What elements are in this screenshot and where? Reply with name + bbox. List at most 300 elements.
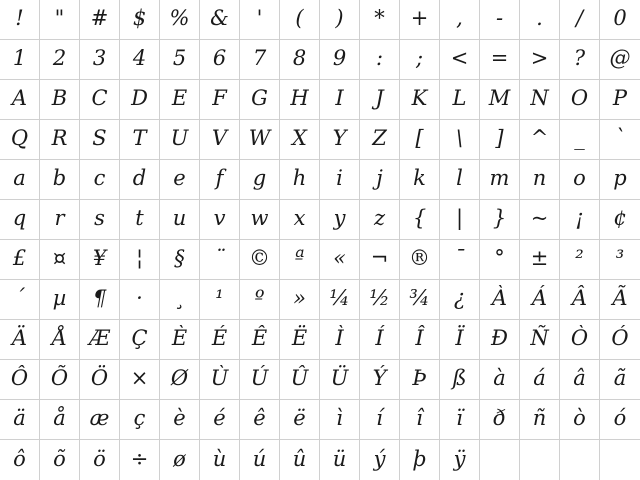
glyph-cell[interactable] <box>560 280 600 320</box>
glyph-cell[interactable] <box>600 240 640 280</box>
glyph: j <box>376 166 383 190</box>
glyph-cell[interactable] <box>120 440 160 480</box>
glyph-cell[interactable] <box>360 160 400 200</box>
glyph-cell[interactable] <box>520 440 560 480</box>
glyph-cell[interactable] <box>400 0 440 40</box>
glyph-cell[interactable] <box>200 160 240 200</box>
glyph-cell[interactable] <box>0 80 40 120</box>
glyph-cell[interactable] <box>480 360 520 400</box>
glyph: î <box>416 406 423 430</box>
glyph-cell[interactable] <box>480 320 520 360</box>
glyph-cell[interactable] <box>120 120 160 160</box>
glyph: m <box>489 166 510 190</box>
glyph-cell[interactable] <box>560 320 600 360</box>
glyph: e <box>173 166 186 190</box>
glyph-cell[interactable] <box>120 240 160 280</box>
glyph-cell[interactable] <box>120 80 160 120</box>
glyph-cell[interactable] <box>600 0 640 40</box>
glyph: y <box>333 206 346 230</box>
glyph-cell[interactable] <box>240 160 280 200</box>
glyph-cell[interactable] <box>560 440 600 480</box>
glyph-cell[interactable] <box>600 40 640 80</box>
glyph-cell[interactable] <box>40 120 80 160</box>
glyph: û <box>292 446 307 471</box>
glyph-cell[interactable] <box>600 320 640 360</box>
glyph-cell[interactable] <box>440 360 480 400</box>
glyph: J <box>375 86 384 110</box>
glyph-cell[interactable] <box>440 40 480 80</box>
glyph: U <box>170 126 189 150</box>
glyph-cell[interactable] <box>400 360 440 400</box>
glyph-cell[interactable] <box>400 160 440 200</box>
glyph-cell[interactable] <box>200 320 240 360</box>
glyph-cell[interactable] <box>280 120 320 160</box>
glyph-cell[interactable] <box>360 320 400 360</box>
glyph: ^ <box>530 126 549 150</box>
glyph-cell[interactable] <box>40 80 80 120</box>
glyph-cell[interactable] <box>240 240 280 280</box>
glyph: é <box>213 406 226 430</box>
glyph-cell[interactable] <box>160 40 200 80</box>
glyph-cell[interactable] <box>0 320 40 360</box>
glyph: p <box>613 166 627 190</box>
glyph: ö <box>93 446 106 471</box>
glyph: r <box>54 206 65 230</box>
glyph: ì <box>336 406 343 430</box>
glyph: d <box>132 166 147 190</box>
glyph-cell[interactable] <box>360 280 400 320</box>
glyph-cell[interactable] <box>40 400 80 440</box>
glyph-cell[interactable] <box>160 440 200 480</box>
glyph-cell[interactable] <box>560 40 600 80</box>
glyph-cell[interactable] <box>120 200 160 240</box>
glyph-cell[interactable] <box>160 280 200 320</box>
glyph: Z <box>372 126 387 150</box>
glyph-cell[interactable] <box>360 360 400 400</box>
glyph-cell[interactable] <box>80 40 120 80</box>
glyph-cell[interactable] <box>560 200 600 240</box>
glyph: P <box>612 86 628 110</box>
glyph: ó <box>613 406 627 430</box>
glyph-cell[interactable] <box>40 0 80 40</box>
glyph-cell[interactable] <box>360 40 400 80</box>
glyph: Ã <box>612 286 628 310</box>
glyph-cell[interactable] <box>320 400 360 440</box>
glyph-cell[interactable] <box>440 200 480 240</box>
glyph: ³ <box>615 246 625 270</box>
glyph: u <box>172 206 187 230</box>
glyph-cell[interactable] <box>560 120 600 160</box>
glyph-cell[interactable] <box>0 400 40 440</box>
glyph-cell[interactable] <box>240 80 280 120</box>
glyph: ð <box>493 406 506 430</box>
glyph-cell[interactable] <box>480 280 520 320</box>
glyph-cell[interactable] <box>400 80 440 120</box>
glyph: ¸ <box>174 286 185 310</box>
glyph-cell[interactable] <box>280 160 320 200</box>
glyph-cell[interactable] <box>0 160 40 200</box>
glyph: Ù <box>210 366 229 390</box>
glyph: 1 <box>12 46 27 70</box>
glyph: [ <box>415 126 424 150</box>
glyph-cell[interactable] <box>400 440 440 480</box>
glyph: 8 <box>292 46 307 70</box>
glyph-cell[interactable] <box>560 360 600 400</box>
glyph-cell[interactable] <box>280 80 320 120</box>
glyph: } <box>492 206 507 230</box>
glyph-cell[interactable] <box>280 360 320 400</box>
glyph: ) <box>335 6 344 30</box>
glyph-cell[interactable] <box>80 0 120 40</box>
glyph: å <box>53 406 66 430</box>
glyph: Ú <box>250 366 269 390</box>
glyph: « <box>333 246 346 270</box>
glyph: Â <box>571 286 588 310</box>
glyph-cell[interactable] <box>80 440 120 480</box>
glyph-cell[interactable] <box>320 240 360 280</box>
glyph: Y <box>332 126 347 150</box>
glyph-cell[interactable] <box>320 440 360 480</box>
glyph-cell[interactable] <box>240 0 280 40</box>
glyph-cell[interactable] <box>280 200 320 240</box>
glyph-cell[interactable] <box>160 320 200 360</box>
glyph: { <box>412 206 427 230</box>
glyph: ú <box>252 446 267 471</box>
glyph: þ <box>412 446 427 471</box>
glyph-cell[interactable] <box>440 240 480 280</box>
glyph: ! <box>15 6 24 30</box>
glyph-cell[interactable] <box>560 240 600 280</box>
glyph-cell[interactable] <box>520 160 560 200</box>
glyph-cell[interactable] <box>400 200 440 240</box>
glyph-cell[interactable] <box>280 240 320 280</box>
glyph: ¨ <box>214 246 225 270</box>
glyph: K <box>411 86 428 110</box>
glyph-cell[interactable] <box>600 200 640 240</box>
glyph-cell[interactable] <box>400 320 440 360</box>
glyph-cell[interactable] <box>360 0 400 40</box>
glyph: w <box>250 206 269 230</box>
glyph-cell[interactable] <box>0 40 40 80</box>
glyph-cell[interactable] <box>480 40 520 80</box>
glyph: S <box>92 126 107 150</box>
glyph-cell[interactable] <box>0 280 40 320</box>
glyph: Ý <box>372 366 387 390</box>
glyph-cell[interactable] <box>120 160 160 200</box>
glyph: & <box>210 6 229 30</box>
glyph-cell[interactable] <box>240 200 280 240</box>
glyph-cell[interactable] <box>240 40 280 80</box>
glyph-cell[interactable] <box>160 360 200 400</box>
glyph-cell[interactable] <box>200 360 240 400</box>
glyph-cell[interactable] <box>320 120 360 160</box>
glyph: æ <box>89 406 110 430</box>
glyph-cell[interactable] <box>440 320 480 360</box>
glyph: ¼ <box>329 286 350 310</box>
glyph: ï <box>456 406 463 430</box>
glyph-cell[interactable] <box>280 280 320 320</box>
glyph: ÿ <box>453 446 466 471</box>
glyph-cell[interactable] <box>120 400 160 440</box>
glyph-cell[interactable] <box>200 40 240 80</box>
glyph: ü <box>332 446 347 471</box>
glyph-cell[interactable] <box>320 280 360 320</box>
glyph-cell[interactable] <box>0 440 40 480</box>
glyph-cell[interactable] <box>480 440 520 480</box>
glyph-cell[interactable] <box>600 120 640 160</box>
glyph-cell[interactable] <box>80 280 120 320</box>
glyph: Ü <box>330 366 349 390</box>
glyph: ý <box>373 446 386 471</box>
glyph-cell[interactable] <box>440 120 480 160</box>
glyph-cell[interactable] <box>200 80 240 120</box>
glyph: , <box>456 6 463 30</box>
glyph-cell[interactable] <box>280 40 320 80</box>
glyph-cell[interactable] <box>40 40 80 80</box>
glyph: h <box>292 166 307 190</box>
glyph: F <box>212 86 227 110</box>
glyph-cell[interactable] <box>200 200 240 240</box>
glyph-cell[interactable] <box>360 440 400 480</box>
glyph-cell[interactable] <box>160 160 200 200</box>
glyph-cell[interactable] <box>600 80 640 120</box>
glyph: É <box>211 326 228 350</box>
glyph-cell[interactable] <box>160 200 200 240</box>
glyph-cell[interactable] <box>120 40 160 80</box>
glyph: § <box>174 246 185 270</box>
glyph-cell[interactable] <box>40 240 80 280</box>
glyph: · <box>136 286 143 310</box>
glyph-cell[interactable] <box>280 400 320 440</box>
glyph-cell[interactable] <box>560 0 600 40</box>
glyph-cell[interactable] <box>440 440 480 480</box>
glyph: W <box>248 126 271 150</box>
glyph: © <box>249 246 270 270</box>
glyph-cell[interactable] <box>120 360 160 400</box>
glyph-cell[interactable] <box>480 0 520 40</box>
glyph-cell[interactable] <box>520 240 560 280</box>
glyph-cell[interactable] <box>200 240 240 280</box>
glyph-cell[interactable] <box>80 80 120 120</box>
glyph: ä <box>13 406 26 430</box>
glyph-cell[interactable] <box>0 200 40 240</box>
glyph: b <box>52 166 67 190</box>
glyph: ê <box>253 406 266 430</box>
glyph-cell[interactable] <box>440 400 480 440</box>
glyph-cell[interactable] <box>320 40 360 80</box>
glyph-cell[interactable] <box>480 200 520 240</box>
glyph-cell[interactable] <box>80 120 120 160</box>
glyph-cell[interactable] <box>40 440 80 480</box>
glyph-cell[interactable] <box>600 160 640 200</box>
glyph: ( <box>295 6 304 30</box>
glyph: º <box>254 286 265 310</box>
glyph: Ì <box>335 326 344 350</box>
glyph-cell[interactable] <box>440 0 480 40</box>
glyph-cell[interactable] <box>600 440 640 480</box>
glyph-cell[interactable] <box>520 40 560 80</box>
glyph: : <box>375 46 384 70</box>
glyph: $ <box>132 6 147 30</box>
glyph: x <box>293 206 306 230</box>
glyph: 9 <box>332 46 347 70</box>
glyph-cell[interactable] <box>240 400 280 440</box>
glyph: £ <box>12 246 27 270</box>
glyph-cell[interactable] <box>400 120 440 160</box>
glyph: o <box>573 166 586 190</box>
glyph-cell[interactable] <box>280 440 320 480</box>
glyph: G <box>251 86 268 110</box>
glyph: < <box>450 46 469 70</box>
glyph: ? <box>573 46 586 70</box>
glyph: @ <box>609 46 631 70</box>
glyph-cell[interactable] <box>280 320 320 360</box>
glyph-cell[interactable] <box>80 240 120 280</box>
glyph: % <box>169 6 190 30</box>
glyph-cell[interactable] <box>200 440 240 480</box>
glyph-cell[interactable] <box>400 400 440 440</box>
glyph-cell[interactable] <box>0 240 40 280</box>
glyph: # <box>90 6 109 30</box>
glyph: Æ <box>88 326 111 350</box>
glyph-cell[interactable] <box>240 280 280 320</box>
glyph-cell[interactable] <box>40 320 80 360</box>
glyph: B <box>51 86 68 110</box>
glyph-cell[interactable] <box>80 160 120 200</box>
glyph: 3 <box>92 46 107 70</box>
glyph-cell[interactable] <box>240 440 280 480</box>
glyph: ~ <box>530 206 549 230</box>
glyph-cell[interactable] <box>520 360 560 400</box>
glyph-cell[interactable] <box>40 160 80 200</box>
glyph: C <box>91 86 108 110</box>
glyph-cell[interactable] <box>440 280 480 320</box>
glyph: 5 <box>172 46 187 70</box>
glyph-cell[interactable] <box>360 200 400 240</box>
glyph-cell[interactable] <box>0 120 40 160</box>
glyph-cell[interactable] <box>280 0 320 40</box>
glyph: Ê <box>251 326 268 350</box>
glyph-cell[interactable] <box>360 120 400 160</box>
glyph-cell[interactable] <box>360 80 400 120</box>
glyph: Ð <box>491 326 508 350</box>
glyph: ´ <box>14 286 25 310</box>
glyph: t <box>135 206 144 230</box>
glyph: õ <box>53 446 66 471</box>
glyph-cell[interactable] <box>480 120 520 160</box>
glyph-cell[interactable] <box>360 240 400 280</box>
glyph-cell[interactable] <box>600 280 640 320</box>
glyph-cell[interactable] <box>480 400 520 440</box>
glyph-cell[interactable] <box>40 280 80 320</box>
glyph-cell[interactable] <box>160 120 200 160</box>
glyph: Ñ <box>530 326 549 350</box>
glyph-cell[interactable] <box>400 280 440 320</box>
glyph-cell[interactable] <box>240 320 280 360</box>
glyph: À <box>491 286 508 310</box>
glyph-cell[interactable] <box>520 280 560 320</box>
glyph-cell[interactable] <box>240 120 280 160</box>
glyph-cell[interactable] <box>480 240 520 280</box>
glyph: E <box>171 86 188 110</box>
glyph-cell[interactable] <box>520 80 560 120</box>
glyph-cell[interactable] <box>40 200 80 240</box>
glyph-cell[interactable] <box>400 240 440 280</box>
glyph-cell[interactable] <box>80 360 120 400</box>
glyph: > <box>530 46 549 70</box>
glyph: a <box>13 166 26 190</box>
glyph: µ <box>52 286 67 310</box>
glyph-cell[interactable] <box>320 80 360 120</box>
glyph-cell[interactable] <box>80 400 120 440</box>
glyph-cell[interactable] <box>480 80 520 120</box>
glyph-cell[interactable] <box>520 320 560 360</box>
glyph-cell[interactable] <box>120 0 160 40</box>
glyph-cell[interactable] <box>200 400 240 440</box>
glyph-cell[interactable] <box>480 160 520 200</box>
glyph: H <box>290 86 309 110</box>
glyph-cell[interactable] <box>160 240 200 280</box>
glyph: ` <box>614 126 626 150</box>
glyph: z <box>373 206 386 230</box>
glyph-cell[interactable] <box>520 200 560 240</box>
glyph-cell[interactable] <box>560 80 600 120</box>
glyph-cell[interactable] <box>440 160 480 200</box>
glyph-cell[interactable] <box>400 40 440 80</box>
glyph-cell[interactable] <box>520 0 560 40</box>
glyph-cell[interactable] <box>600 360 640 400</box>
glyph: 4 <box>132 46 147 70</box>
glyph-cell[interactable] <box>80 320 120 360</box>
glyph: T <box>132 126 147 150</box>
glyph-cell[interactable] <box>320 200 360 240</box>
glyph: / <box>575 6 584 30</box>
glyph-cell[interactable] <box>0 0 40 40</box>
glyph-cell[interactable] <box>360 400 400 440</box>
glyph-cell[interactable] <box>120 320 160 360</box>
glyph-cell[interactable] <box>200 280 240 320</box>
glyph: ù <box>212 446 227 471</box>
glyph-cell[interactable] <box>600 400 640 440</box>
glyph-cell[interactable] <box>440 80 480 120</box>
glyph-cell[interactable] <box>320 320 360 360</box>
glyph: ò <box>573 406 586 430</box>
glyph: í <box>376 406 383 430</box>
glyph-cell[interactable] <box>560 160 600 200</box>
glyph-cell[interactable] <box>160 80 200 120</box>
glyph-cell[interactable] <box>160 0 200 40</box>
glyph-cell[interactable] <box>240 360 280 400</box>
glyph-cell[interactable] <box>520 120 560 160</box>
glyph-cell[interactable] <box>200 0 240 40</box>
glyph: ø <box>173 446 186 471</box>
glyph-cell[interactable] <box>520 400 560 440</box>
glyph-cell[interactable] <box>120 280 160 320</box>
glyph-cell[interactable] <box>40 360 80 400</box>
glyph: V <box>211 126 228 150</box>
glyph: Í <box>375 326 384 350</box>
glyph-cell[interactable] <box>160 400 200 440</box>
glyph: ² <box>575 246 584 270</box>
glyph-cell[interactable] <box>320 0 360 40</box>
glyph-cell[interactable] <box>320 360 360 400</box>
glyph: \ <box>455 126 464 150</box>
glyph-cell[interactable] <box>0 360 40 400</box>
glyph-cell[interactable] <box>320 160 360 200</box>
glyph-cell[interactable] <box>80 200 120 240</box>
glyph-cell[interactable] <box>200 120 240 160</box>
glyph-cell[interactable] <box>560 400 600 440</box>
